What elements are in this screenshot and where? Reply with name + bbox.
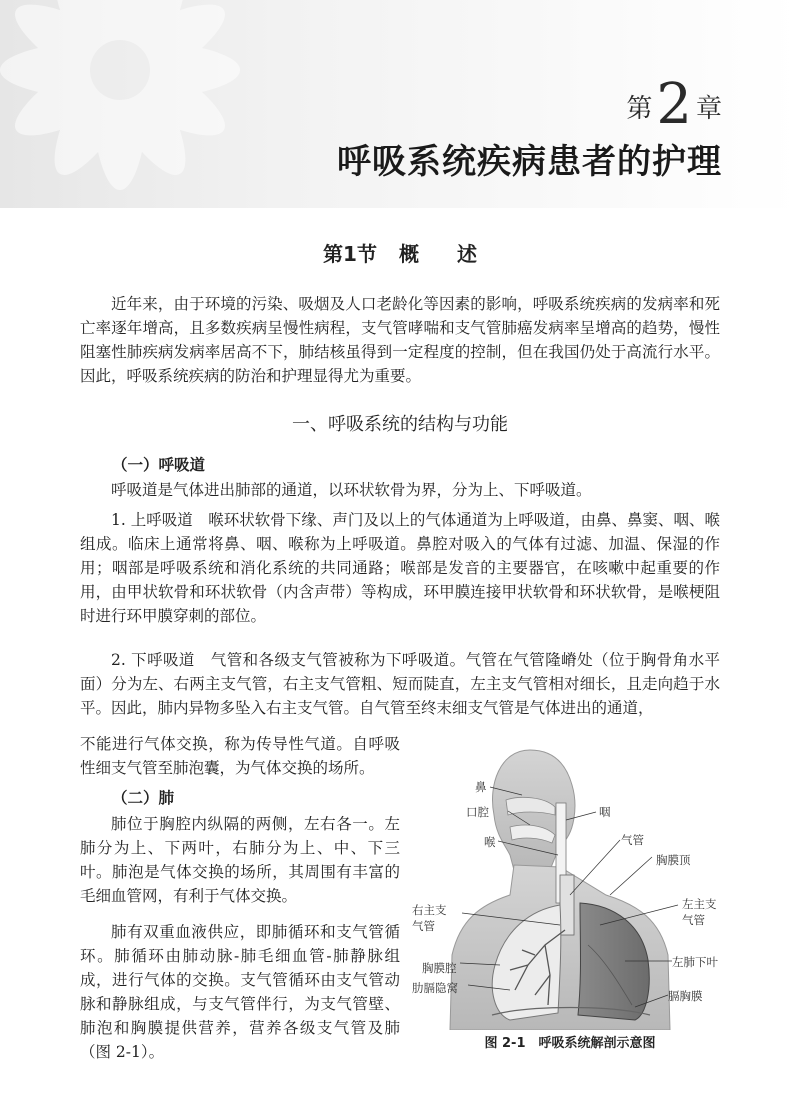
label-right-main-bronchus: 右主支气管 — [412, 903, 447, 933]
label-larynx: 喉 — [484, 835, 496, 849]
lung-heading: （二）肺 — [112, 788, 175, 807]
part1-heading: 一、呼吸系统的结构与功能 — [292, 414, 508, 435]
airway-paragraph-3-cont: 不能进行气体交换，称为传导性气道。自呼吸性细支气管至肺泡囊，为气体交换的场所。 — [80, 735, 400, 777]
airway-paragraph-2: 1. 上呼吸道 喉环状软骨下缘、声门及以上的气体通道为上呼吸道，由鼻、鼻窦、咽、喉组成。临床上通常将鼻、咽、喉称为上呼吸道。鼻腔对吸入的气体有过滤、加温、保湿的作用；咽部是呼吸系统和消化系统的共同通路；喉部是发音的主要器官，在咳嗽中起重要的作用，由甲状软骨和环状软骨（内含声带）等构成，环甲膜连接甲状软骨和环状软骨，是喉梗阻时进行环甲膜穿刺的部位。 — [80, 511, 720, 625]
label-left-lower-lobe: 左肺下叶 — [672, 955, 718, 969]
lung-paragraph-1: 肺位于胸腔内纵隔的两侧，左右各一。左肺分为上、下两叶，右肺分为上、中、下三叶。肺泡是气体交换的场所，其周围有丰富的毛细血管网，有利于气体交换。 — [80, 815, 400, 905]
label-pharynx: 咽 — [599, 805, 611, 819]
label-pleural-cavity: 胸膜腔 — [422, 961, 457, 975]
label-left-main-bronchus: 左主支气管 — [682, 897, 717, 927]
chapter-header — [0, 0, 800, 208]
label-costodiaphragmatic-recess: 肋膈隐窝 — [412, 981, 458, 995]
chapter-number: 第2 章 — [626, 72, 722, 137]
label-pleura-top: 胸膜顶 — [656, 853, 691, 867]
intro-paragraph: 近年来，由于环境的污染、吸烟及人口老龄化等因素的影响，呼吸系统疾病的发病率和死亡率逐年增高，且多数疾病呈慢性病程，支气管哮喘和支气管肺癌发病率呈增高的趋势，慢性阻塞性肺疾病发病率居高不下，肺结核虽得到一定程度的控制，但在我国仍处于高流行水平。因此，呼吸系统疾病的防治和护理显得尤为重要。 — [80, 295, 720, 385]
label-nose: 鼻 — [475, 780, 487, 794]
label-oral-cavity: 口腔 — [466, 805, 489, 819]
flower-watermark-icon — [0, 0, 300, 208]
figure-caption: 图 2-1 呼吸系统解剖示意图 — [484, 1036, 656, 1051]
airway-heading: （一）呼吸道 — [112, 455, 206, 474]
label-trachea: 气管 — [621, 833, 644, 847]
airway-paragraph-1: 呼吸道是气体进出肺部的通道，以环状软骨为界，分为上、下呼吸道。 — [111, 481, 592, 499]
chapter-title: 呼吸系统疾病患者的护理 — [337, 142, 722, 182]
section-title: 第1节 概 述 — [323, 242, 477, 266]
lung-paragraph-2: 肺有双重血液供应，即肺循环和支气管循环。肺循环由肺动脉-肺毛细血管-肺静脉组成，进行气体的交换。支气管循环由支气管动脉和静脉组成，与支气管伴行，为支气管壁、肺泡和胸膜提供营养，营养各级支气管及肺（图 2-1）。 — [80, 923, 400, 1061]
label-diaphragmatic-pleura: 膈胸膜 — [668, 989, 703, 1003]
airway-paragraph-3: 2. 下呼吸道 气管和各级支气管被称为下呼吸道。气管在气管隆嵴处（位于胸骨角水平面）分为左、右两主支气管，右主支气管粗、短而陡直，左主支气管相对细长，且走向趋于水平。因此，肺内异物多坠入右主支气管。自气管至终末细支气管是气体进出的通道， — [80, 651, 720, 717]
